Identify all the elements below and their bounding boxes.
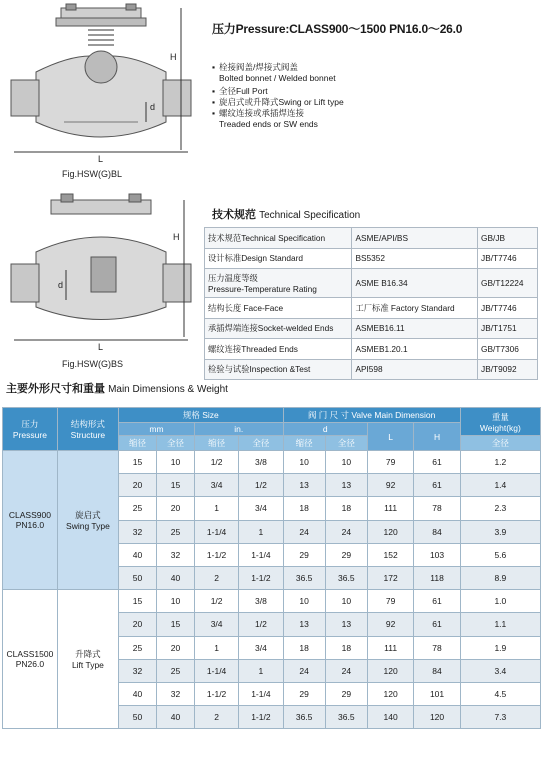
col-pressure: 压力 Pressure xyxy=(3,408,58,451)
table-row xyxy=(3,451,541,474)
table-cell: 140 xyxy=(367,706,413,729)
table-cell: 1.0 xyxy=(460,590,540,613)
table-cell: 13 xyxy=(325,474,367,497)
table-cell: 61 xyxy=(414,474,460,497)
table-cell: 20 xyxy=(156,636,194,659)
structure-cell: 旋启式 Swing Type xyxy=(57,451,118,590)
table-cell: 29 xyxy=(283,682,325,705)
feature-item: ▪ 旋启式或升降式Swing or Lift type xyxy=(212,97,344,107)
table-cell: 120 xyxy=(414,706,460,729)
spec-row xyxy=(205,269,538,298)
spec-cell: 工厂标准 Factory Standard xyxy=(352,298,478,319)
table-cell: 4.5 xyxy=(460,682,540,705)
table-cell: 3/8 xyxy=(239,451,283,474)
dims-table xyxy=(2,407,541,729)
table-cell: 78 xyxy=(414,636,460,659)
table-cell: 1-1/2 xyxy=(194,543,238,566)
table-cell: 13 xyxy=(325,613,367,636)
table-cell: 111 xyxy=(367,497,413,520)
spec-cell: JB/T7746 xyxy=(478,298,538,319)
table-cell: 40 xyxy=(156,566,194,589)
table-cell: 103 xyxy=(414,543,460,566)
spec-cell: 设计标准Design Standard xyxy=(205,248,352,269)
table-cell: 3.9 xyxy=(460,520,540,543)
table-cell: 1/2 xyxy=(239,474,283,497)
spec-row xyxy=(205,298,538,319)
table-cell: 32 xyxy=(119,659,157,682)
table-cell: 61 xyxy=(414,451,460,474)
dim-l-label-2: L xyxy=(98,342,104,352)
table-cell: 1/2 xyxy=(194,590,238,613)
col-d: d xyxy=(283,423,367,436)
spec-cell: ASME/API/BS xyxy=(352,228,478,249)
pressure-class-cell: CLASS900 PN16.0 xyxy=(3,451,58,590)
col-main: 阀 门 尺 寸 Valve Main Dimension xyxy=(283,408,460,423)
table-cell: 10 xyxy=(325,590,367,613)
spec-cell: JB/T1751 xyxy=(478,318,538,339)
table-cell: 1/2 xyxy=(194,451,238,474)
spec-row xyxy=(205,359,538,380)
spec-cell: JB/T7746 xyxy=(478,248,538,269)
table-cell: 40 xyxy=(119,682,157,705)
col-d-neck: 缩径 xyxy=(283,436,325,451)
figure-label-bs: Fig.HSW(G)BS xyxy=(62,359,124,369)
table-cell: 79 xyxy=(367,451,413,474)
table-cell: 32 xyxy=(156,543,194,566)
spec-cell: ASME B16.34 xyxy=(352,269,478,298)
table-cell: 1/2 xyxy=(239,613,283,636)
table-cell: 1-1/2 xyxy=(194,682,238,705)
table-cell: 36.5 xyxy=(325,566,367,589)
table-cell: 3/4 xyxy=(194,474,238,497)
pressure-title: 压力Pressure:CLASS900～1500 PN16.0～26.0 xyxy=(212,22,463,36)
table-cell: 61 xyxy=(414,613,460,636)
table-cell: 15 xyxy=(119,590,157,613)
dim-h-label-2: H xyxy=(173,232,180,242)
table-cell: 1 xyxy=(194,636,238,659)
table-cell: 3/4 xyxy=(239,497,283,520)
table-cell: 25 xyxy=(156,659,194,682)
spec-cell: GB/T12224 xyxy=(478,269,538,298)
spec-cell: ASMEB1.20.1 xyxy=(352,339,478,360)
col-h: H xyxy=(414,423,460,451)
spec-row xyxy=(205,248,538,269)
spec-cell: JB/T9092 xyxy=(478,359,538,380)
spec-cell: 技术规范Technical Specification xyxy=(205,228,352,249)
feature-item: ▪ 螺纹连接或承插焊连接 Treaded ends or SW ends xyxy=(212,108,318,129)
table-cell: 40 xyxy=(119,543,157,566)
table-cell: 78 xyxy=(414,497,460,520)
table-cell: 13 xyxy=(283,474,325,497)
table-cell: 172 xyxy=(367,566,413,589)
table-cell: 50 xyxy=(119,706,157,729)
table-cell: 29 xyxy=(325,543,367,566)
spec-table xyxy=(204,227,538,380)
figure-label-bl: Fig.HSW(G)BL xyxy=(62,169,123,179)
table-row xyxy=(3,590,541,613)
col-mm: mm xyxy=(119,423,195,436)
spec-cell: API598 xyxy=(352,359,478,380)
table-cell: 79 xyxy=(367,590,413,613)
table-cell: 20 xyxy=(119,613,157,636)
table-cell: 1-1/2 xyxy=(239,706,283,729)
valve-drawing-bolted xyxy=(6,2,196,167)
table-cell: 1 xyxy=(239,520,283,543)
table-cell: 18 xyxy=(283,497,325,520)
table-cell: 101 xyxy=(414,682,460,705)
table-cell: 2 xyxy=(194,566,238,589)
table-cell: 15 xyxy=(156,474,194,497)
spec-cell: 压力温度等级 Pressure-Temperature Rating xyxy=(205,269,352,298)
dim-h-label: H xyxy=(170,52,177,62)
table-cell: 1-1/4 xyxy=(194,659,238,682)
table-cell: 32 xyxy=(156,682,194,705)
table-cell: 1 xyxy=(239,659,283,682)
dim-d-label: d xyxy=(150,102,156,112)
table-cell: 18 xyxy=(325,636,367,659)
spec-cell: 结构长度 Face-Face xyxy=(205,298,352,319)
table-cell: 3/8 xyxy=(239,590,283,613)
dim-l-label: L xyxy=(98,154,104,164)
table-cell: 24 xyxy=(283,659,325,682)
table-cell: 92 xyxy=(367,613,413,636)
table-cell: 1 xyxy=(194,497,238,520)
table-cell: 1-1/4 xyxy=(194,520,238,543)
table-cell: 29 xyxy=(325,682,367,705)
spec-cell: ASMEB16.11 xyxy=(352,318,478,339)
table-cell: 20 xyxy=(119,474,157,497)
table-cell: 36.5 xyxy=(283,706,325,729)
table-cell: 5.6 xyxy=(460,543,540,566)
table-cell: 120 xyxy=(367,520,413,543)
table-cell: 10 xyxy=(156,590,194,613)
table-cell: 1-1/4 xyxy=(239,543,283,566)
col-d-full: 全径 xyxy=(325,436,367,451)
table-cell: 118 xyxy=(414,566,460,589)
table-cell: 3/4 xyxy=(239,636,283,659)
spec-cell: BS5352 xyxy=(352,248,478,269)
table-cell: 7.3 xyxy=(460,706,540,729)
dim-d-label-2: d xyxy=(58,280,64,290)
feature-item: ▪ 栓接阀盖/焊接式阀盖 Bolted bonnet / Welded bonnet xyxy=(212,62,336,83)
pressure-class-cell: CLASS1500 PN26.0 xyxy=(3,590,58,729)
table-cell: 84 xyxy=(414,520,460,543)
table-cell: 20 xyxy=(156,497,194,520)
table-cell: 92 xyxy=(367,474,413,497)
col-weight-full: 全径 xyxy=(460,436,540,451)
table-cell: 15 xyxy=(156,613,194,636)
table-cell: 111 xyxy=(367,636,413,659)
spec-cell: 螺纹连接Threaded Ends xyxy=(205,339,352,360)
table-cell: 120 xyxy=(367,659,413,682)
table-cell: 40 xyxy=(156,706,194,729)
table-cell: 1-1/4 xyxy=(239,682,283,705)
table-cell: 10 xyxy=(325,451,367,474)
dims-heading: 主要外形尺寸和重量 Main Dimensions & Weight xyxy=(6,383,228,395)
col-l: L xyxy=(367,423,413,451)
table-cell: 120 xyxy=(367,682,413,705)
table-cell: 24 xyxy=(325,520,367,543)
feature-item: ▪ 全径Full Port xyxy=(212,86,268,96)
table-cell: 25 xyxy=(156,520,194,543)
table-cell: 25 xyxy=(119,636,157,659)
table-cell: 3/4 xyxy=(194,613,238,636)
table-cell: 10 xyxy=(283,451,325,474)
valve-drawing-welded xyxy=(6,192,196,354)
table-cell: 84 xyxy=(414,659,460,682)
table-cell: 18 xyxy=(283,636,325,659)
col-size: 规格 Size xyxy=(119,408,284,423)
table-cell: 1.9 xyxy=(460,636,540,659)
col-in-full: 全径 xyxy=(239,436,283,451)
col-weight: 重量 Weight(kg) xyxy=(460,408,540,436)
table-cell: 24 xyxy=(283,520,325,543)
table-cell: 50 xyxy=(119,566,157,589)
table-cell: 8.9 xyxy=(460,566,540,589)
table-cell: 1.1 xyxy=(460,613,540,636)
table-cell: 13 xyxy=(283,613,325,636)
table-cell: 29 xyxy=(283,543,325,566)
table-cell: 1.4 xyxy=(460,474,540,497)
table-cell: 24 xyxy=(325,659,367,682)
spec-row xyxy=(205,228,538,249)
col-in: in. xyxy=(194,423,283,436)
table-cell: 2.3 xyxy=(460,497,540,520)
table-cell: 1.2 xyxy=(460,451,540,474)
spec-cell: GB/T7306 xyxy=(478,339,538,360)
col-in-neck: 缩径 xyxy=(194,436,238,451)
table-cell: 10 xyxy=(156,451,194,474)
table-cell: 25 xyxy=(119,497,157,520)
table-cell: 36.5 xyxy=(325,706,367,729)
col-structure: 结构形式 Structure xyxy=(57,408,118,451)
table-cell: 1-1/2 xyxy=(239,566,283,589)
spec-row xyxy=(205,339,538,360)
table-cell: 61 xyxy=(414,590,460,613)
spec-cell: 承插焊端连接Socket-welded Ends xyxy=(205,318,352,339)
spec-cell: 检验与试验Inspection &Test xyxy=(205,359,352,380)
table-cell: 36.5 xyxy=(283,566,325,589)
table-cell: 18 xyxy=(325,497,367,520)
structure-cell: 升降式 Lift Type xyxy=(57,590,118,729)
table-cell: 32 xyxy=(119,520,157,543)
table-cell: 152 xyxy=(367,543,413,566)
spec-cell: GB/JB xyxy=(478,228,538,249)
col-mm-full: 全径 xyxy=(156,436,194,451)
table-cell: 3.4 xyxy=(460,659,540,682)
table-cell: 10 xyxy=(283,590,325,613)
table-cell: 2 xyxy=(194,706,238,729)
table-cell: 15 xyxy=(119,451,157,474)
spec-heading: 技术规范 Technical Specification xyxy=(212,209,361,221)
col-mm-neck: 缩径 xyxy=(119,436,157,451)
spec-row xyxy=(205,318,538,339)
